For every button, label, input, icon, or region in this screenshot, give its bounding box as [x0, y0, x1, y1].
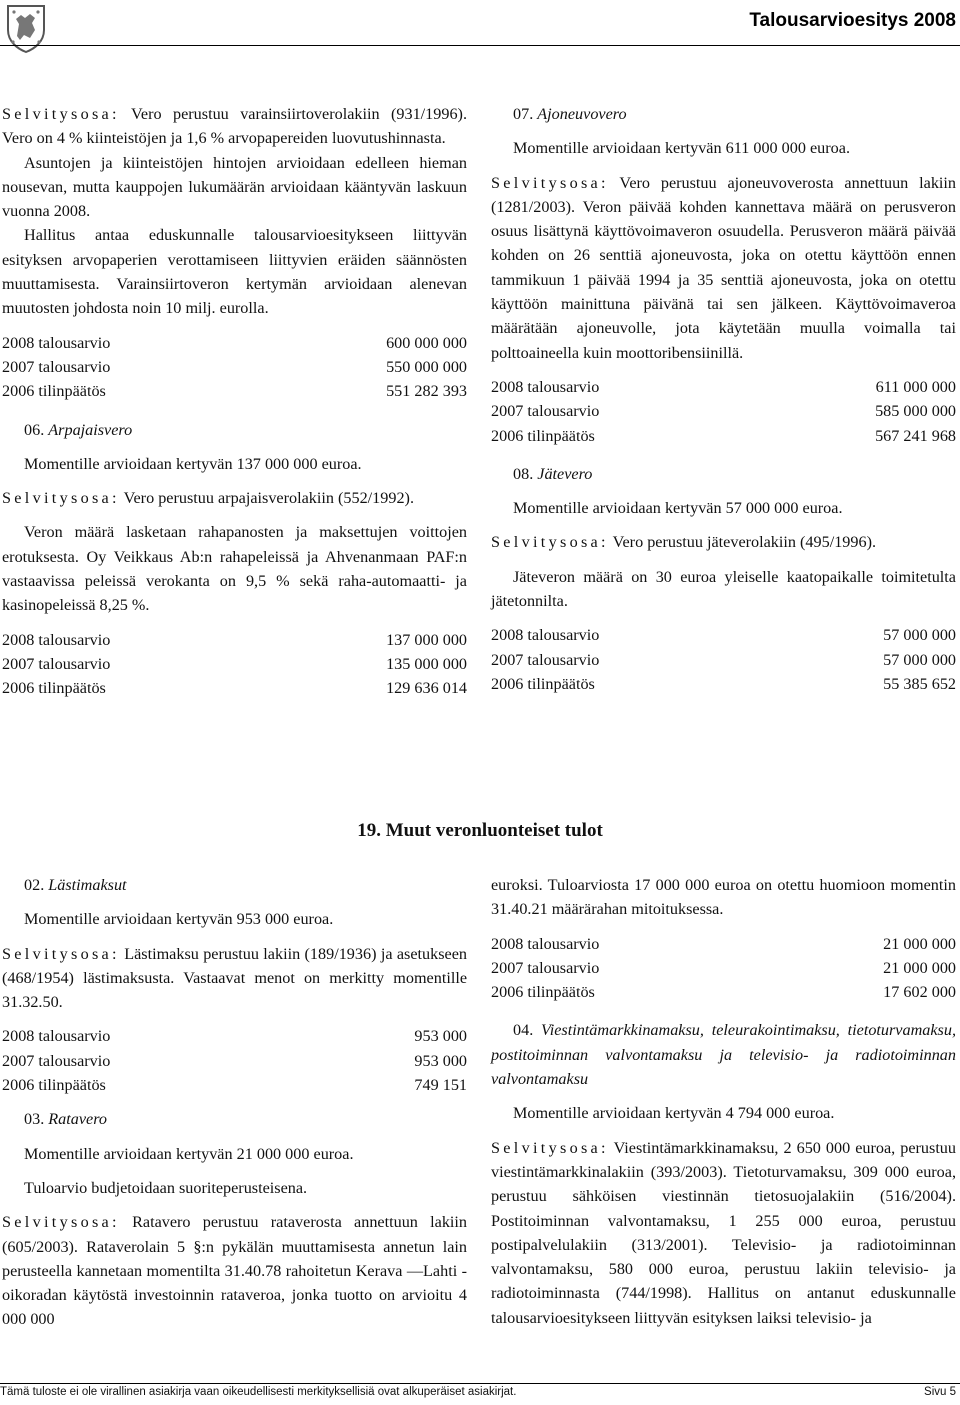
paragraph-selvitysosa-ratavero — [2, 1210, 467, 1331]
table-row — [491, 623, 956, 647]
table-row — [2, 379, 467, 403]
row-value: 749 151 — [414, 1076, 467, 1095]
table-row — [491, 956, 956, 980]
row-value: 611 000 000 — [875, 377, 956, 396]
column-left-bottom — [2, 873, 467, 1332]
paragraph-selvitysosa-jatevero — [491, 530, 956, 554]
selvitysosa-label: Selvitysosa: — [2, 1213, 120, 1232]
paragraph-text: Ratavero perustuu rataverosta annettuun lakiin (605/2003). Rataverolain 5 §:n pykälän muuttamisesta annetun lain perusteella kannetaan momentilta 31.40.78 rahoitetun Kerava —Lahti -oikoradan käytöstä investoinnin rataveroa, jonka tuotto on arvioitu 4 000 000 — [2, 1213, 467, 1329]
table-row — [2, 1073, 467, 1097]
paragraph-hallitus-esitys: Hallitus antaa eduskunnalle talousarvioesitykseen liittyvän esityksen arvopaperien verottamiseen liittyvien eräiden säännösten muuttamisesta. Varainsiirtoveron kertymän arvioidaan alenevan muutosten johdosta noin 10 milj. eurolla. — [2, 226, 467, 318]
amount-table — [2, 1024, 467, 1097]
row-label: 2007 talousarvio — [2, 1051, 111, 1070]
row-value: 953 000 — [414, 1051, 467, 1070]
amount-table — [491, 623, 956, 696]
footer-disclaimer: Tämä tuloste ei ole virallinen asiakirja vaan oikeudellisesti merkityksellisiä ovat alkuperäiset asiakirjat. — [0, 1386, 517, 1398]
table-row — [2, 355, 467, 379]
row-value: 129 636 014 — [386, 679, 467, 698]
header-rule — [0, 45, 960, 46]
paragraph-jateveron-maara: Jäteveron määrä on 30 euroa yleiselle kaatopaikalle toimitetulta jätetonnilta. — [491, 567, 956, 611]
paragraph-selvitysosa-arpajaisvero — [2, 486, 467, 510]
paragraph-tuloarvio: Tuloarvio budjetoidaan suoriteperusteisena. — [24, 1178, 308, 1197]
heading-02-lastimaksut — [2, 873, 467, 897]
row-label: 2008 talousarvio — [491, 377, 600, 396]
heading-title: Ratavero — [48, 1110, 108, 1129]
row-label: 2007 talousarvio — [491, 402, 600, 421]
row-label: 2008 talousarvio — [2, 333, 111, 352]
selvitysosa-label: Selvitysosa: — [491, 1138, 609, 1157]
heading-number: 08. — [513, 464, 534, 483]
paragraph-selvitysosa-viestinta — [491, 1136, 956, 1330]
row-value: 17 602 000 — [883, 983, 956, 1002]
row-label: 2007 talousarvio — [491, 958, 600, 977]
paragraph-text: Viestintämarkkinamaksu, 2 650 000 euroa, perustuu viestintämarkkinalakiin (393/2003). Tietoturvamaksu, 309 000 euroa, perustuu sähköisen viestinnän tietosuojalakiin (516/2004). Postitoiminnan valvontamaksu, 1 255 000 euroa, perustuu postipalvelulakiin (313/2001). Televisio- ja radiotoiminnan valvontamaksu, 580 000 euroa, perustuu lakiin televisio- ja radiotoiminnasta (744/1998). Hallitus on antanut eduskunnalle talousarvioesitykseen liittyvän esityksen laiksi televisio- ja — [491, 1138, 956, 1327]
heading-title: Viestintämarkkinamaksu, teleurakointimaksu, tietoturvamaksu, postitoiminnan valvontamaksu ja televisio- ja radiotoiminnan valvontamaksu — [491, 1021, 956, 1089]
table-row — [491, 375, 956, 399]
row-value: 21 000 000 — [883, 934, 956, 953]
table-row — [491, 672, 956, 696]
paragraph-momentille: Momentille arvioidaan kertyvän 21 000 000 euroa. — [24, 1144, 354, 1163]
heading-number: 02. — [24, 876, 45, 894]
paragraph-text: Vero perustuu arpajaisverolakiin (552/1992). — [119, 489, 414, 508]
table-row — [2, 1024, 467, 1048]
heading-07-ajoneuvovero — [491, 102, 956, 126]
row-value: 585 000 000 — [875, 402, 956, 421]
heading-08-jatevero — [491, 462, 956, 486]
row-value: 550 000 000 — [386, 357, 467, 376]
row-label: 2007 talousarvio — [2, 357, 111, 376]
row-value: 551 282 393 — [386, 382, 467, 401]
table-row — [491, 980, 956, 1004]
heading-title: Arpajaisvero — [48, 420, 133, 439]
amount-table — [2, 628, 467, 701]
table-row — [2, 652, 467, 676]
footer — [0, 1386, 956, 1398]
section-heading-19: 19. Muut veronluonteiset tulot — [357, 820, 603, 841]
row-value: 953 000 — [414, 1027, 467, 1046]
row-label: 2006 tilinpäätös — [491, 674, 595, 693]
table-row — [491, 932, 956, 956]
selvitysosa-label: Selvitysosa: — [491, 533, 609, 552]
heading-number: 06. — [24, 420, 45, 439]
heading-title: Ajoneuvovero — [537, 105, 627, 123]
paragraph-momentille: Momentille arvioidaan kertyvän 611 000 000 euroa. — [513, 139, 850, 158]
selvitysosa-label: Selvitysosa: — [2, 105, 120, 123]
column-right-bottom — [491, 873, 956, 1330]
row-label: 2008 talousarvio — [2, 630, 111, 649]
table-row — [2, 628, 467, 652]
heading-04-viestintamarkkinamaksu — [491, 1018, 956, 1091]
heading-title: Lästimaksut — [48, 876, 127, 894]
row-value: 55 385 652 — [883, 674, 956, 693]
selvitysosa-label: Selvitysosa: — [491, 173, 609, 192]
paragraph-hintojen-arvio: Asuntojen ja kiinteistöjen hintojen arvioidaan edelleen hieman nousevan, mutta kauppojen lukumäärän arvioidaan kääntyvän laskuun vuonna 2008. — [2, 153, 467, 221]
column-right-top — [491, 102, 956, 696]
row-label: 2006 tilinpäätös — [2, 382, 106, 401]
row-value: 567 241 968 — [875, 426, 956, 445]
amount-table — [491, 375, 956, 448]
paragraph-selvitysosa-lastimaksu — [2, 942, 467, 1015]
selvitysosa-label: Selvitysosa: — [2, 944, 120, 963]
row-label: 2008 talousarvio — [491, 934, 600, 953]
paragraph-veron-maara: Veron määrä lasketaan rahapanosten ja maksettujen voittojen erotuksesta. Oy Veikkaus Ab:n rahapeleissä ja Ahvenanmaan PAF:n vastaavissa peleissä verokanta on 9,5 % sekä raha-automaatti- ja kasinopeleissä 8,25 %. — [2, 523, 467, 615]
column-left-top — [2, 102, 467, 701]
table-row — [2, 1049, 467, 1073]
table-row — [2, 676, 467, 700]
row-value: 137 000 000 — [386, 630, 467, 649]
footer-rule — [0, 1383, 960, 1384]
paragraph-momentille: Momentille arvioidaan kertyvän 4 794 000 euroa. — [513, 1104, 835, 1123]
coat-of-arms-icon — [4, 2, 48, 54]
table-row — [491, 648, 956, 672]
paragraph-momentille: Momentille arvioidaan kertyvän 137 000 000 euroa. — [24, 454, 362, 473]
row-value: 135 000 000 — [386, 654, 467, 673]
paragraph-text: Vero perustuu ajoneuvoverosta annettuun lakiin (1281/2003). Veron päivää kohden kannettava määrä on perusveron osuus lisättynä käyttövoimaveron osuudella. Perusveron määrä päivää kohden on 26 senttiä ajoneuvosta, joka on otettu käyttöön ennen tammikuun 1 päivää 1994 ja 35 senttiä ajoneuvosta, joka on otettu käyttöön mainittuna päivänä tai sen jälkeen. Käyttövoimaveroa määrätään ajoneuvolle, jota käytetään muulla voimalla tai polttoaineella kuin moottoribensiinillä. — [491, 173, 956, 362]
heading-number: 04. — [513, 1021, 534, 1040]
row-label: 2006 tilinpäätös — [2, 1076, 106, 1095]
paragraph-selvitysosa-ajoneuvovero — [491, 171, 956, 365]
table-row — [2, 331, 467, 355]
row-label: 2006 tilinpäätös — [491, 983, 595, 1002]
heading-number: 07. — [513, 105, 534, 123]
row-value: 57 000 000 — [883, 650, 956, 669]
paragraph-text: Vero perustuu jäteverolakiin (495/1996). — [608, 533, 877, 552]
row-label: 2008 talousarvio — [2, 1027, 111, 1046]
paragraph-momentille: Momentille arvioidaan kertyvän 57 000 000 euroa. — [513, 499, 843, 518]
amount-table — [2, 331, 467, 404]
row-label: 2007 talousarvio — [491, 650, 600, 669]
table-row — [491, 424, 956, 448]
paragraph-selvitysosa-varainsiirtovero — [2, 102, 467, 151]
page-number: Sivu 5 — [924, 1386, 956, 1398]
paragraph-text: Vero perustuu varainsiirtoverolakiin (931/1996). Vero on 4 % kiinteistöjen ja 1,6 % arvopapereiden luovutushinnasta. — [2, 105, 467, 148]
row-label: 2007 talousarvio — [2, 654, 111, 673]
row-label: 2006 tilinpäätös — [491, 426, 595, 445]
heading-number: 03. — [24, 1110, 45, 1129]
running-title: Talousarvioesitys 2008 — [749, 10, 956, 31]
row-label: 2008 talousarvio — [491, 626, 600, 645]
heading-06-arpajaisvero — [2, 418, 467, 442]
row-value: 21 000 000 — [883, 958, 956, 977]
heading-03-ratavero — [2, 1107, 467, 1131]
paragraph-continued: euroksi. Tuloarviosta 17 000 000 euroa on otettu huomioon momentin 31.40.21 määrärahan mitoituksessa. — [491, 876, 956, 919]
row-label: 2006 tilinpäätös — [2, 679, 106, 698]
row-value: 600 000 000 — [386, 333, 467, 352]
table-row — [491, 399, 956, 423]
row-value: 57 000 000 — [883, 626, 956, 645]
paragraph-text: Lästimaksu perustuu lakiin (189/1936) ja asetukseen (468/1954) lästimaksusta. Vastaavat menot on merkitty momentille 31.32.50. — [2, 944, 467, 1012]
selvitysosa-label: Selvitysosa: — [2, 489, 120, 508]
amount-table — [491, 932, 956, 1005]
heading-title: Jätevero — [537, 464, 593, 483]
paragraph-momentille: Momentille arvioidaan kertyvän 953 000 euroa. — [24, 910, 334, 929]
